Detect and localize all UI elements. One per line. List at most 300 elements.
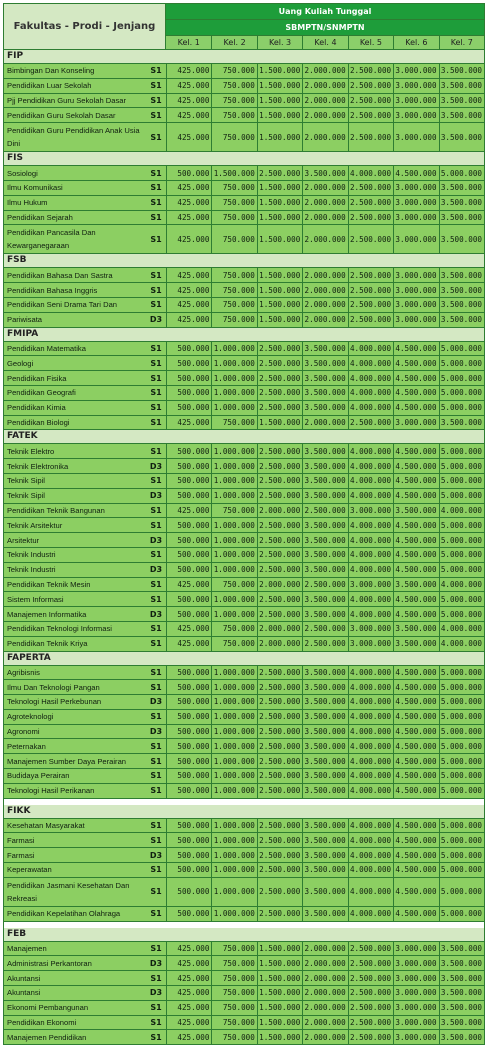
fee-kel-1: 425.000 [166, 622, 211, 636]
fee-kel-6: 4.500.000 [393, 371, 438, 385]
fee-kel-7: 3.500.000 [439, 268, 484, 282]
fee-kel-4: 2.000.000 [302, 298, 347, 312]
fee-kel-6: 4.500.000 [393, 784, 438, 798]
fee-kel-6: 4.500.000 [393, 710, 438, 724]
fee-kel-5: 4.000.000 [348, 833, 393, 847]
prodi-name: Teknik Sipil [7, 476, 45, 486]
fee-kel-3: 1.500.000 [257, 313, 302, 327]
prodi-name: Farmasi [7, 850, 35, 860]
fee-kel-3: 2.000.000 [257, 622, 302, 636]
prodi-name: Teknologi Hasil Perikanan [7, 786, 95, 796]
fee-kel-1: 425.000 [166, 94, 211, 108]
fee-kel-5: 4.000.000 [348, 680, 393, 694]
fee-kel-1: 425.000 [166, 79, 211, 93]
fee-kel-4: 3.500.000 [302, 444, 347, 458]
table-row [3, 907, 485, 922]
table-row [3, 848, 485, 863]
fee-kel-6: 4.500.000 [393, 878, 438, 906]
jenjang-cell: S1 [150, 973, 162, 983]
table-row [3, 342, 485, 357]
fee-kel-1: 500.000 [166, 848, 211, 862]
fee-kel-1: 500.000 [166, 548, 211, 562]
fee-kel-2: 1.000.000 [211, 833, 256, 847]
prodi-name: Geologi [7, 358, 34, 368]
fee-kel-7: 5.000.000 [439, 607, 484, 621]
fee-kel-7: 5.000.000 [439, 754, 484, 768]
jenjang-cell: S1 [150, 285, 162, 295]
prodi-name: Pendidikan Bahasa Inggris [7, 285, 98, 295]
fee-kel-5: 4.000.000 [348, 710, 393, 724]
prodi-name: Akuntansi [7, 973, 41, 983]
fee-kel-4: 3.500.000 [302, 342, 347, 356]
fee-kel-7: 5.000.000 [439, 371, 484, 385]
fee-kel-3: 1.500.000 [257, 94, 302, 108]
fee-kel-4: 2.000.000 [302, 1016, 347, 1030]
fee-kel-6: 4.500.000 [393, 166, 438, 180]
fee-kel-1: 425.000 [166, 637, 211, 651]
prodi-name: Budidaya Perairan [7, 771, 70, 781]
header-kel-3: Kel. 3 [257, 36, 302, 49]
jenjang-cell: S1 [150, 756, 162, 766]
jenjang-cell: S1 [150, 835, 162, 845]
fee-kel-1: 425.000 [166, 268, 211, 282]
jenjang-cell: S1 [150, 865, 162, 875]
table-row [3, 956, 485, 971]
fee-kel-3: 1.500.000 [257, 298, 302, 312]
fee-kel-7: 5.000.000 [439, 907, 484, 921]
section-header-fsb: FSB [3, 254, 485, 268]
fee-kel-7: 5.000.000 [439, 848, 484, 862]
header-subtitle: SBMPTN/SNMPTN [166, 20, 484, 36]
table-row [3, 710, 485, 725]
prodi-name: Manajemen Sumber Daya Perairan [7, 756, 127, 766]
prodi-name: Pendidikan Teknik Mesin [7, 579, 91, 589]
fee-kel-3: 2.000.000 [257, 578, 302, 592]
fee-kel-5: 4.000.000 [348, 878, 393, 906]
fee-kel-2: 1.000.000 [211, 342, 256, 356]
fee-kel-6: 3.000.000 [393, 942, 438, 956]
fee-kel-1: 425.000 [166, 211, 211, 225]
ukt-table [3, 3, 485, 1045]
fee-kel-4: 3.500.000 [302, 754, 347, 768]
fee-kel-2: 750.000 [211, 268, 256, 282]
fee-kel-5: 4.000.000 [348, 863, 393, 877]
fee-kel-7: 5.000.000 [439, 878, 484, 906]
fee-kel-4: 2.000.000 [302, 181, 347, 195]
jenjang-cell: S1 [150, 1032, 162, 1042]
fee-kel-3: 1.500.000 [257, 268, 302, 282]
fee-kel-4: 3.500.000 [302, 695, 347, 709]
header-kel-2: Kel. 2 [211, 36, 256, 49]
fee-kel-6: 4.500.000 [393, 725, 438, 739]
fee-kel-1: 425.000 [166, 108, 211, 122]
fee-kel-2: 1.000.000 [211, 784, 256, 798]
fee-kel-5: 2.500.000 [348, 313, 393, 327]
fee-kel-7: 5.000.000 [439, 863, 484, 877]
fee-kel-3: 1.500.000 [257, 1001, 302, 1015]
fee-kel-4: 3.500.000 [302, 386, 347, 400]
fee-kel-7: 5.000.000 [439, 489, 484, 503]
table-row [3, 666, 485, 681]
fee-kel-5: 2.500.000 [348, 94, 393, 108]
fee-kel-7: 3.500.000 [439, 313, 484, 327]
fee-kel-3: 1.500.000 [257, 181, 302, 195]
fee-kel-3: 1.500.000 [257, 283, 302, 297]
jenjang-cell: S1 [150, 1018, 162, 1028]
fee-kel-2: 1.000.000 [211, 444, 256, 458]
table-row [3, 504, 485, 519]
fee-kel-3: 2.500.000 [257, 474, 302, 488]
fee-kel-2: 1.000.000 [211, 666, 256, 680]
fee-kel-2: 1.000.000 [211, 739, 256, 753]
header-fakultas-prodi-jenjang: Fakultas - Prodi - Jenjang [4, 4, 166, 49]
fee-kel-3: 2.500.000 [257, 754, 302, 768]
fee-kel-7: 3.500.000 [439, 225, 484, 253]
prodi-name: Agroteknologi [7, 712, 54, 722]
fee-kel-1: 500.000 [166, 563, 211, 577]
table-row [3, 371, 485, 386]
fee-kel-2: 1.000.000 [211, 401, 256, 415]
fee-kel-7: 5.000.000 [439, 833, 484, 847]
table-row [3, 680, 485, 695]
fee-kel-3: 2.500.000 [257, 863, 302, 877]
table-row [3, 444, 485, 459]
fee-kel-3: 2.500.000 [257, 489, 302, 503]
prodi-name: Pendidikan Matematika [7, 343, 86, 353]
fee-kel-1: 500.000 [166, 666, 211, 680]
fee-kel-5: 4.000.000 [348, 489, 393, 503]
fee-kel-7: 5.000.000 [439, 386, 484, 400]
fee-kel-6: 4.500.000 [393, 607, 438, 621]
fee-kel-4: 3.500.000 [302, 739, 347, 753]
fee-kel-3: 2.500.000 [257, 342, 302, 356]
fee-kel-6: 3.500.000 [393, 622, 438, 636]
table-row [3, 1016, 485, 1031]
table-row [3, 386, 485, 401]
fee-kel-5: 2.500.000 [348, 196, 393, 210]
fee-kel-7: 3.500.000 [439, 181, 484, 195]
jenjang-cell: S1 [150, 682, 162, 692]
fee-kel-3: 2.500.000 [257, 592, 302, 606]
fee-kel-2: 1.000.000 [211, 754, 256, 768]
jenjang-cell: S1 [150, 550, 162, 560]
jenjang-cell: S1 [150, 388, 162, 398]
fee-kel-5: 4.000.000 [348, 166, 393, 180]
fee-kel-3: 2.500.000 [257, 710, 302, 724]
table-row [3, 298, 485, 313]
prodi-name: Pendidikan Sejarah [7, 212, 73, 222]
fee-kel-6: 4.500.000 [393, 489, 438, 503]
fee-kel-1: 500.000 [166, 489, 211, 503]
fee-kel-3: 1.500.000 [257, 79, 302, 93]
fee-kel-5: 4.000.000 [348, 533, 393, 547]
fee-kel-2: 750.000 [211, 942, 256, 956]
jenjang-cell: S1 [150, 198, 162, 208]
fee-kel-5: 2.500.000 [348, 942, 393, 956]
table-row [3, 863, 485, 878]
fee-kel-1: 425.000 [166, 225, 211, 253]
table-row [3, 578, 485, 593]
prodi-name: Pendidikan Teknik Bangunan [7, 505, 105, 515]
prodi-name: Pendidikan Kimia [7, 403, 66, 413]
fee-kel-6: 4.500.000 [393, 518, 438, 532]
fee-kel-6: 3.000.000 [393, 1030, 438, 1044]
fee-kel-5: 4.000.000 [348, 444, 393, 458]
fee-kel-2: 750.000 [211, 123, 256, 151]
fee-kel-7: 3.500.000 [439, 1001, 484, 1015]
jenjang-cell: D3 [149, 609, 163, 619]
fee-kel-3: 2.500.000 [257, 769, 302, 783]
fee-kel-2: 1.000.000 [211, 863, 256, 877]
fee-kel-6: 4.500.000 [393, 907, 438, 921]
fee-kel-3: 2.500.000 [257, 666, 302, 680]
jenjang-cell: D3 [149, 727, 163, 737]
fee-kel-2: 750.000 [211, 622, 256, 636]
fee-kel-5: 4.000.000 [348, 548, 393, 562]
fee-kel-3: 2.500.000 [257, 518, 302, 532]
table-row [3, 1001, 485, 1016]
jenjang-cell: D3 [149, 315, 163, 325]
table-row [3, 518, 485, 533]
fee-kel-1: 425.000 [166, 1001, 211, 1015]
fee-kel-2: 1.000.000 [211, 725, 256, 739]
prodi-name: Pariwisata [7, 315, 43, 325]
fee-kel-1: 500.000 [166, 784, 211, 798]
prodi-name: Teknik Sipil [7, 491, 45, 501]
fee-kel-4: 3.500.000 [302, 371, 347, 385]
fee-kel-6: 3.000.000 [393, 123, 438, 151]
table-row [3, 108, 485, 123]
jenjang-cell: S1 [150, 712, 162, 722]
jenjang-cell: S1 [150, 300, 162, 310]
fee-kel-7: 5.000.000 [439, 739, 484, 753]
jenjang-cell: S1 [150, 505, 162, 515]
header-title: Uang Kuliah Tunggal [166, 4, 484, 20]
fee-kel-7: 3.500.000 [439, 283, 484, 297]
fee-kel-6: 4.500.000 [393, 739, 438, 753]
fee-kel-6: 3.000.000 [393, 196, 438, 210]
header-kel-7: Kel. 7 [439, 36, 484, 49]
jenjang-cell: S1 [150, 594, 162, 604]
fee-kel-5: 2.500.000 [348, 79, 393, 93]
fee-kel-1: 425.000 [166, 1016, 211, 1030]
table-row [3, 79, 485, 94]
fee-kel-7: 3.500.000 [439, 79, 484, 93]
prodi-name: Pjj Pendidikan Guru Sekolah Dasar [7, 95, 127, 105]
fee-kel-6: 3.000.000 [393, 283, 438, 297]
prodi-name: Teknik Industri [7, 565, 56, 575]
table-row [3, 607, 485, 622]
fee-kel-3: 1.500.000 [257, 108, 302, 122]
fee-kel-2: 750.000 [211, 637, 256, 651]
table-row [3, 166, 485, 181]
fee-kel-4: 3.500.000 [302, 863, 347, 877]
fee-kel-3: 2.500.000 [257, 371, 302, 385]
fee-kel-5: 3.000.000 [348, 504, 393, 518]
fee-kel-2: 1.000.000 [211, 819, 256, 833]
fee-kel-7: 5.000.000 [439, 518, 484, 532]
fee-kel-4: 3.500.000 [302, 819, 347, 833]
fee-kel-5: 2.500.000 [348, 298, 393, 312]
fee-kel-7: 3.500.000 [439, 123, 484, 151]
fee-kel-1: 425.000 [166, 986, 211, 1000]
fee-kel-6: 4.500.000 [393, 356, 438, 370]
jenjang-cell: S1 [150, 909, 162, 919]
fee-kel-1: 500.000 [166, 695, 211, 709]
fee-kel-5: 4.000.000 [348, 769, 393, 783]
fee-kel-4: 2.000.000 [302, 268, 347, 282]
fee-kel-5: 4.000.000 [348, 356, 393, 370]
jenjang-cell: S1 [150, 132, 162, 142]
fee-kel-6: 4.500.000 [393, 695, 438, 709]
jenjang-cell: S1 [150, 1003, 162, 1013]
fee-kel-2: 750.000 [211, 196, 256, 210]
table-row [3, 563, 485, 578]
fee-kel-1: 500.000 [166, 833, 211, 847]
fee-kel-5: 4.000.000 [348, 784, 393, 798]
table-row [3, 283, 485, 298]
fee-kel-3: 2.500.000 [257, 695, 302, 709]
fee-kel-2: 1.000.000 [211, 695, 256, 709]
prodi-name: Pendidikan Teknik Kriya [7, 639, 88, 649]
fee-kel-2: 750.000 [211, 79, 256, 93]
jenjang-cell: S1 [150, 358, 162, 368]
fee-kel-2: 1.000.000 [211, 907, 256, 921]
fee-kel-7: 3.500.000 [439, 298, 484, 312]
fee-kel-5: 2.500.000 [348, 211, 393, 225]
fee-kel-4: 2.000.000 [302, 956, 347, 970]
fee-kel-6: 3.000.000 [393, 1016, 438, 1030]
table-row [3, 474, 485, 489]
fee-kel-6: 3.000.000 [393, 211, 438, 225]
table-row [3, 211, 485, 226]
jenjang-cell: S1 [150, 741, 162, 751]
fee-kel-4: 2.000.000 [302, 971, 347, 985]
fee-kel-1: 500.000 [166, 459, 211, 473]
fee-kel-1: 425.000 [166, 64, 211, 78]
jenjang-cell: S1 [150, 95, 162, 105]
fee-kel-4: 3.500.000 [302, 533, 347, 547]
fee-kel-4: 3.500.000 [302, 769, 347, 783]
fee-kel-2: 1.000.000 [211, 386, 256, 400]
fee-kel-2: 750.000 [211, 986, 256, 1000]
fee-kel-7: 5.000.000 [439, 459, 484, 473]
fee-kel-2: 750.000 [211, 578, 256, 592]
fee-kel-2: 750.000 [211, 956, 256, 970]
prodi-name: Sosiologi [7, 168, 38, 178]
fee-kel-2: 750.000 [211, 94, 256, 108]
jenjang-cell: S1 [150, 373, 162, 383]
fee-kel-7: 5.000.000 [439, 769, 484, 783]
prodi-name: Teknik Arsitektur [7, 520, 63, 530]
fee-kel-6: 3.000.000 [393, 986, 438, 1000]
fee-kel-5: 3.000.000 [348, 622, 393, 636]
fee-kel-6: 3.000.000 [393, 416, 438, 430]
fee-kel-4: 3.500.000 [302, 725, 347, 739]
fee-kel-4: 3.500.000 [302, 548, 347, 562]
table-row [3, 592, 485, 607]
fee-kel-1: 500.000 [166, 518, 211, 532]
table-row [3, 622, 485, 637]
fee-kel-3: 2.500.000 [257, 401, 302, 415]
fee-kel-6: 4.500.000 [393, 401, 438, 415]
prodi-name: Pendidikan Jasmani Kesehatan Dan Rekreasi [7, 880, 130, 903]
fee-kel-7: 3.500.000 [439, 956, 484, 970]
table-row [3, 878, 485, 907]
fee-kel-3: 1.500.000 [257, 1016, 302, 1030]
table-row [3, 268, 485, 283]
fee-kel-6: 4.500.000 [393, 833, 438, 847]
prodi-name: Akuntansi [7, 988, 41, 998]
fee-kel-6: 3.000.000 [393, 956, 438, 970]
table-row [3, 986, 485, 1001]
prodi-name: Pendidikan Guru Sekolah Dasar [7, 110, 116, 120]
prodi-name: Teknik Elektronika [7, 461, 69, 471]
fee-kel-5: 4.000.000 [348, 459, 393, 473]
fee-kel-7: 3.500.000 [439, 94, 484, 108]
table-row [3, 196, 485, 211]
fee-kel-5: 4.000.000 [348, 695, 393, 709]
fee-kel-5: 4.000.000 [348, 907, 393, 921]
fee-kel-5: 4.000.000 [348, 666, 393, 680]
fee-kel-2: 750.000 [211, 298, 256, 312]
fee-kel-7: 4.000.000 [439, 504, 484, 518]
fee-kel-5: 2.500.000 [348, 283, 393, 297]
fee-kel-4: 2.000.000 [302, 225, 347, 253]
fee-kel-4: 3.500.000 [302, 680, 347, 694]
fee-kel-5: 4.000.000 [348, 592, 393, 606]
fee-kel-2: 1.000.000 [211, 878, 256, 906]
prodi-name: Sistem Informasi [7, 594, 64, 604]
prodi-name: Agronomi [7, 727, 40, 737]
fee-kel-2: 1.000.000 [211, 548, 256, 562]
prodi-name: Administrasi Perkantoran [7, 958, 92, 968]
prodi-name: Farmasi [7, 835, 35, 845]
table-row [3, 459, 485, 474]
section-header-fmipa: FMIPA [3, 328, 485, 342]
prodi-name: Pendidikan Fisika [7, 373, 67, 383]
fee-kel-3: 2.500.000 [257, 459, 302, 473]
fee-kel-3: 2.500.000 [257, 166, 302, 180]
fee-kel-1: 425.000 [166, 956, 211, 970]
fee-kel-3: 1.500.000 [257, 196, 302, 210]
fee-kel-5: 4.000.000 [348, 518, 393, 532]
fee-kel-5: 2.500.000 [348, 1001, 393, 1015]
fee-kel-2: 1.000.000 [211, 592, 256, 606]
jenjang-cell: S1 [150, 786, 162, 796]
fee-kel-6: 3.000.000 [393, 108, 438, 122]
fee-kel-3: 2.500.000 [257, 356, 302, 370]
fee-kel-3: 2.500.000 [257, 386, 302, 400]
table-row [3, 784, 485, 799]
fee-kel-4: 2.000.000 [302, 986, 347, 1000]
jenjang-cell: S1 [150, 639, 162, 649]
fee-kel-1: 500.000 [166, 342, 211, 356]
fee-kel-5: 4.000.000 [348, 754, 393, 768]
fee-kel-2: 1.000.000 [211, 459, 256, 473]
fee-kel-7: 5.000.000 [439, 592, 484, 606]
fee-kel-5: 4.000.000 [348, 474, 393, 488]
fee-kel-2: 750.000 [211, 1001, 256, 1015]
fee-kel-1: 425.000 [166, 504, 211, 518]
fee-kel-1: 425.000 [166, 283, 211, 297]
fee-kel-7: 4.000.000 [439, 637, 484, 651]
fee-kel-4: 2.000.000 [302, 108, 347, 122]
table-row [3, 489, 485, 504]
fee-kel-2: 1.000.000 [211, 489, 256, 503]
section-header-fis: FIS [3, 152, 485, 166]
fee-kel-1: 500.000 [166, 907, 211, 921]
